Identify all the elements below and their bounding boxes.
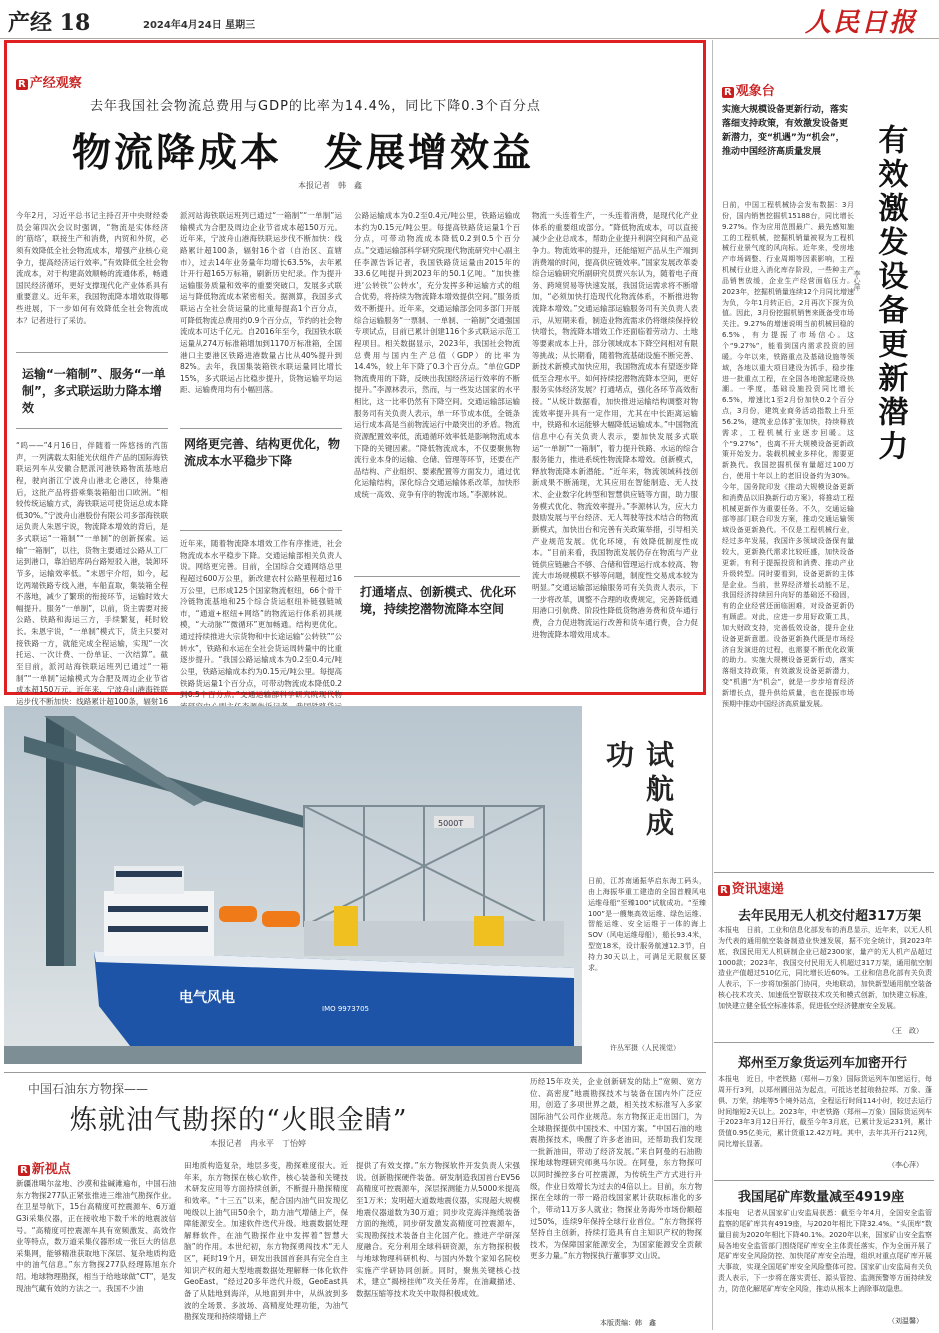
kicker-badge-icon: R	[724, 87, 732, 98]
oil-byline: 本报记者 冉永平 丁怡婷	[210, 1139, 306, 1148]
section1-heading: 运输“一箱制”、服务“一单制”，多式联运助力降本增效	[22, 367, 166, 415]
feature-lead-paragraph: 今年2月，习近平总书记主持召开中央财经委员会第四次会议时强调，“物流是实体经济的‘筋络’，联接生产和消费，内贸和外贸，必须有效降低全社会物流成本，增强产业核心竞争力，提高经济运行效率。”有效降低全社会物流成本，对于构建高效顺畅的流通体系，畅通国民经济循环，更好支撑现代化产业体系具有重要意义。近年来，我国物流降本增效取得哪些进展，下一步如何有效降低全社会物流成本？记者进行了采访。	[16, 211, 168, 325]
commentary-kicker	[722, 80, 775, 99]
commentary-body: 日前，中国工程机械协会发布数据：3月份，国内销售挖掘机15188台，同比增长9.27%。作为应用范围最广、最先感知施工的工程机械，挖掘机销量被视为工程机械行业景气度的风向标。近年来，受房地产市场调整、行业周期等因素影响，工程机械行业进入消化库存阶段，一些种主产品销售放缓，企业生产经营面临压力。2023年，挖掘机销量连续12个月同比增速为负，今年1月转正后，2月再次下探为负值。因此，3月份挖掘机销售来既备受市场关注。9.27%的增速说明当前机械回稳的6.5%，有力提振了市场信心。这个“9.27%”，能看到国内需求投资的回暖。今年以来，铁路重点及基础设施等领域，各地以重大项目建设为抓手，稳步推进一批重点工程，在全国各地掀起建设热潮。一季度，基础设施投资同比增长6.5%，增速比1至2月份加快0.2个百分点，3月份，建筑业商务活动指数上升至56.2%，建筑业总体扩张加快，持续释放需求，工程机械行业逐步回暖。这个“9.27%”，也离不开大规模设备更新政策开始发力。装载机械业多样化，需要更新换代。我国挖掘机保有量超过100万台，使用十年以上的老旧设备约为30%。今年，国务院印发《推动大规模设备更新和消费品以旧换新行动方案》，将推动工程机械更新作为重要任务。不久，交通运输部等部门联合印发方案，推动交通运输领域设备更新换代。不仅是工程机械行业，经过多年发展，我国许多领域设备保有量较大，更新换代需求比较旺盛，加快设备更新，有利于提振投资和消费、推动产业升级转型。同时要看到，设备更新的主体是企业。当前，世界经济增长动能不足，我国经济持续回升向好的基础还不稳固，有的企业经营还面临困难，对设备更新仍有顾虑。对此，应进一步用好政策工具，加大财政支持，完善低效设备，提升企业设备更新意愿。设备更新换代既是市场经济自发演进的过程，也需要不断优化政策的助力。实施大规模设备更新行动，落实落细支持政策，有效激发设备更新潜力，变“机遇”为“机会”，就是一步步培育经济新增长点，提升供给质量，也在提振市场预期中推动中国经济高质量发展。	[722, 201, 854, 708]
oil-body-col1: 新疆准噶尔盆地、沙漠和盐碱滩遍布，中国石油东方物探277队正紧张推进三维油气勘探作业。在卫星导航下，15台高精度可控震源车、6万道G3i采集仪器，正在接收地下数千米的地震波信号。“高精度可控震源车具有宽频激发、高效作业等特点，数万道采集仪器形成一张巨大的信息采集网，能够精准获取地下深层、复杂地质构造中的油气信息。”东方物探277队经理陈旭东介绍。地球物理勘探，相当于给地球做“CT”，是发现油气藏有效的方法之一。我国不少油	[16, 1179, 176, 1293]
news-item-title: 我国尾矿库数量减至4919座	[738, 1190, 905, 1205]
oil-body-col4: 历经15年攻关，企业创新研发的陆上“宽频、宽方位、高密度”地震勘探技术与装备在国内外广泛应用，创造了多项世界之最，相关技术标准写入多家国际油气公司作业规范。东方物探正走出国门，为全球勘探提供中国技术、中国方案。“中国石油的地震勘探技术，唤醒了许多老油田，还帮助我们发现一批新油田，带动了经济发展。”来自阿曼的石油勘探地球物理研究师奥马尔说。在阿曼，东方物探可以同时操控多台可控震源，为传统生产方式进行升级，作业日效增长为过去的4倍以上。目前，东方物探在全球的一带一路沿线国家累计获取标准化的多个，带动11万多人就业；物探业务海外市场份额超过50%，连续9年保持全球行业首位。“东方物探将坚持自主创新，持续打造具有自主知识产权的物探技术，为保障国家能源安全，为国家能源安全贡献更多力量。”东方物探执行董事罗文山说。	[530, 1077, 702, 1261]
kicker-label: 新视点	[31, 1162, 71, 1177]
news-item-title: 郑州至万象货运列车加密开行	[738, 1056, 908, 1071]
crane-label: 5000T	[438, 819, 464, 828]
oil-body-col3: 提供了有效支撑。”东方物探软件开发负责人宋强说。创新勘探硬件装备。研发制造我国首台EV56高精度可控震源车，深层探测能力从5000米提高至1万米；发明超大道数地震仪器，实现超大规模地震仪器道数为30万道；同步攻克海洋拖缆装备方面的拖缆，同步研发激发高精度可控震源车，实现勘探技术装备自主化国产化。推进产学研深度融合。充分利用全球科研资源，东方物探积极与地球物理科研机构、与国内外数个家知名院校实施产学研协同创新。同时，聚焦关键核心技术，建立“揭榜挂帅”攻关任务库，在油藏描述、数据压缩等技术攻关中取得积极成效。	[356, 1161, 520, 1298]
feature-byline: 本报记者 韩 鑫	[298, 181, 362, 190]
news-item-author: （王 政）	[888, 1027, 923, 1035]
section1-body: “呜——”4月16日，伴随着一阵悠扬的汽笛声，一列满载太阳能光伏组件产品的国际海铁联运列车从安徽合肥派河港铁路物流基地启程，驶向浙江宁波舟山港北仑港区，待集港后，这批产品将搭乘集装箱船出口欧洲。“相较传统运输方式，海铁联运可使货运总成本降低30%。”宁波舟山港股份有限公司多部海铁联运负责人朱恩宇说，物流降本增效的背后，是多式联运“一箱制”“一单制”的创新探索。运输“一箱制”，以往，货物主要通过公路从工厂运到港口，靠泊铝库码台路短驳入港，装卸环节多，运输效率低。“未恩宇介绍，如今，起讫两端铁路专线入港，车船直取，集装箱全程不落地，减少了繁琐的衔接环节，运输时效大幅提升。服务“一单制”，以前，货主需要对接公路、铁路和海运三方，手续繁复，耗时较长。朱恩宇说，“一单制”模式下，货主只要对接铁路一方，就能完成全程运输，实现“一次托运、一次计费、一份单证、一次结算”。截至目前，派河站海铁联运班列已通过“一箱制”“一单制”运输模式为合肥及周边企业节省成本超150万元。近年来，宁波舟山港海铁联运步伐不断加快：线路累计超100条，辐射16	[16, 441, 168, 706]
oil-series-label: 中国石油东方物探——	[28, 1082, 149, 1096]
section3-heading: 打通堵点、创新模式、优化环境，持续挖潜物流降本空间	[360, 585, 517, 616]
section-divider	[4, 1072, 706, 1073]
photo-vertical-title: 试航成功	[602, 740, 675, 842]
photo-credit: 许丛军摄（人民视觉）	[610, 1044, 680, 1052]
commentary-deck: 实施大规模设备更新行动，落实落细支持政策，有效激发设备更新潜力，变“机遇”为“机会”，推动中国经济高质量发展	[722, 105, 849, 157]
kicker-badge-icon: R	[720, 885, 728, 896]
news-item-author: （刘温馨）	[888, 1317, 923, 1325]
kicker-label: 产经观察	[29, 76, 82, 91]
commentary-vertical-headline: 有效激发设备更新潜力	[872, 124, 908, 464]
news-item-author: （李心萍）	[888, 1161, 923, 1169]
hull-ship-name: 电气风电	[179, 990, 235, 1006]
section-divider	[714, 872, 934, 873]
section-divider	[714, 1042, 934, 1043]
newspaper-logo: 人民日报	[804, 8, 917, 38]
section-divider	[180, 530, 342, 531]
section2-body-continued: 公路运输成本为0.2至0.4元/吨公里，铁路运输成本约为0.15元/吨公里。每提高铁路货运量1个百分点，可带动物流成本降低0.2到0.5个百分点。”交通运输部科学研究院现代物流研究中心副主任李源告诉记者，我国铁路货运量由2015年的33.6亿吨提升到2023年的50.1亿吨。“加快推进‘公转铁’‘公转水’，充分发挥多种运输方式的组合优势，将持续为物流降本增效提供空间。”服务质效不断提升。近年来，交通运输部会同多部门开展综合运输服务“一票制、一单制、一箱制”交通强国专项试点，目前已累计创建116个多式联运示范工程项目。相关数据显示，2023年，我国社会物流总费用与国内生产总值（GDP）的比率为14.4%，较上年下降了0.3个百分点。“单位GDP物流费用的下降，反映出我国经济运行效率的不断提升。”李源林表示，然而，与一些发达国家的水平相比，这一比率仍然有下降空间。交通运输部运输服务司有关负责人表示，单一环节成本低，全链条运行成本高是当前物流运行中最突出的矛盾。物流资源配置效率低，流通循环效率低是影响物流成本下降的关键因素。“降低物流成本，不仅要聚焦物流行业本身的运输、仓储、管理等环节，还要在产品结构、产业组织、要素配置等方面发力，通过优化运输结构，深化综合交通运输体系改革，加快形成统一高效、竞争有序的物流市场。”李源林说。	[354, 211, 520, 499]
feature-headline: 物流降成本 发展增效益	[72, 130, 535, 176]
section-page-label: 产经 18	[8, 10, 91, 36]
photo-caption: 日前，江苏南通振华启东海工码头，由上海振华重工建造的全国首艘风电运维母船“至臻100”试航成功。“至臻100”是一艘集高效运维、绿色运维、智能运维、安全运维于一体的海上SOV（风电运维母船），船长93.4米，型宽18米，设计服务航速12.3节，自持力30天以上，可满足无限航区要求。	[588, 877, 706, 972]
ship-illustration	[4, 706, 582, 1064]
kicker-badge-icon: R	[20, 1165, 28, 1176]
news-item-body: 本报电 近日，中老铁路（郑州—万象）国际货运列车加密运行，每周开行3列，以郑州圃田站为起点，可抵达老挝琅勃拉邦、万象、蓬俱、万荣，纳堆等5个境外站点，全程运行时间114小时，较过去运行时间缩短2天以上。2023年，中老铁路（郑州—万象）国际货运列车于2023年3月12日开行，截至今年3月底，已累计发运231列，累计货值0.95亿美元，累计货重12.42万吨。其中，去年共开行212列，同比增长显著。	[718, 1075, 932, 1149]
news-item-body: 本报电 记者从国家矿山安监局获悉：截至今年4月，全国安全监管监察的尾矿库共有4919座，与2020年相比下降32.4%。“头顶库”数量目前为2020年相比下降40.1%。2020年以来，国家矿山安全监察局各地安全监管部门围绕尾矿库安全主体责任落实，作为全面开展了尾矿库安全风险防控、加快尾矿库安全治理，组织对重点尾矿库开展大事故，实现全国尾矿库安全风险整体可控。国家矿山安监局有关负责人表示，下一步将在落实责任、源头管控、监测预警等方面持续发力，防范化解尾矿库安全风险，推动从根本上消除事故隐患。	[718, 1209, 932, 1293]
kicker-label: 观象台	[735, 84, 775, 99]
news-item-title: 去年民用无人机交付超317万架	[738, 909, 922, 924]
section-divider	[180, 428, 342, 429]
hull-imo-number: IMO 9973705	[322, 1005, 370, 1013]
kicker-label: 资讯速递	[731, 882, 784, 897]
ship-photo	[4, 706, 582, 1064]
section-divider	[16, 428, 168, 429]
feature-kicker	[16, 72, 82, 91]
page-masthead	[0, 0, 939, 39]
issue-date: 2024年4月24日 星期三	[143, 20, 256, 31]
oil-headline: 炼就油气勘探的“火眼金睛”	[70, 1105, 408, 1136]
section-divider	[354, 576, 520, 577]
section3-body: 物流一头连着生产，一头连着消费，是现代化产业体系的重要组成部分。“降低物流成本，可以直接减少企业总成本，帮助企业提升利润空间和产品竞争力。物流效率的提升，还能缩短产品从生产端到消费端的时间，提高供应链效率。”国家发展改革委综合运输研究所副研究员贾兴东认为，随着电子商务、跨境贸易等快速发展，我国货运需求将不断增加，“必须加快打造现代化物流体系，不断推进物流降本增效。”交通运输部运输服务司有关负责人表示，从短期来看，制造业物流需求仍将继续保持较快增长，物流降本增效工作还面临着劳动力、土地等要素成本上升，部分领域成本下降空间相对有限等挑战；从长期看，随着物流基础设施不断完善、新技术新模式加快应用，我国物流成本有望逐步降低至合理水平。如何持续挖潜物流降本空间，更好服务实体经济发展？打通堵点，强化各环节高效衔接。“从统计数据看，加快推进运输结构调整对物流效率提升具有一定作用，尤其在中长距离运输中，铁路和水运能够大幅降低运输成本。”中国物流信息中心有关负责人表示，要加快发展多式联运“一单制”“一箱制”，着力提升铁路、水运的综合服务能力，推进系统性物流降本增效。创新模式，释放物流降本新潜能。“近年来，物流领域科技创新成果不断涌现，尤其应用在智能制造、无人技术、企业数字化转型和智慧供应链等方面，助力服务模式优化、物流效率提升。”李源林认为，应大力鼓励发展与平台经济、无人驾驶等技术结合的物流新模式，加快出台和完善有关政策举措，引导相关产业规范发展。优化环境，有效降低制度性成本。“目前来看，我国物流发展仍存在物流与产业链供应链融合不够、合储和管理运行成本较高、物流大市场规模联不够等问题，制度性交易成本较为明显。”交通运输部运输服务司有关负责人表示，下一步将改革，调整不合理的收费规定，完善降低通用港口引航费、阶段性降低货物港务费和货车通行费，合力促进物流运行改善和货车通行费，合力促进物流降本增效用成本。	[532, 211, 698, 639]
commentary-author: 李心萍	[853, 270, 861, 291]
section-divider	[16, 352, 168, 353]
section-divider	[714, 1180, 934, 1181]
news-kicker	[718, 878, 784, 897]
news-item-body: 本报电 日前，工业和信息化部发布的消息显示，近年来，以无人机为代表的通用航空装备制造业快速发展，据不完全统计，到2023年底，我国民用无人机研制企业已超2300家，量产的无人机产品超过1000款；2023年，我国交付民用无人机超过317万架，通用航空制造业产值超过510亿元，同比增长近60%。工业和信息化部有关负责人表示，下一步将加强部门协同，央地联动，加快新型通用航空装备核心技术攻关、加速低空智联技术攻关和模式创新，加快建立标准，加快建立健全低空标准体系，促进低空经济健康安全发展。	[718, 926, 932, 1010]
section1-body-continued: 派河站海铁联运班列已通过“一箱制”“一单制”运输模式为合肥及周边企业节省成本超150万元。近年来，宁波舟山港海铁联运步伐不断加快：线路累计超100条，辐射16个省（自治区、直辖市），过去14年业务量年均增长63.5%，去年累计开行超165万标箱，刷新历史纪录。作为提升运输服务质量和效率的重要突破口，发展多式联运与降低物流成本紧密相关。据测算，我国多式联运占全社会货运量的比重每提高1个百分点，可降低物流总费用约0.9个百分点，节约的社会物流成本可达千亿元。自2016年至今，我国铁水联运量从274万标准箱增加到1170万标准箱，全国港口主要港区铁路进港数量占比从40%提升到82%。去年，我国集装箱铁水联运量同比增长15%，多式联运占比稳步提升，货物运输平均运距、运输费用均有小幅回落。	[180, 211, 342, 395]
oil-kicker	[18, 1158, 71, 1177]
column-separator	[712, 40, 713, 1330]
section2-body: 近年来，随着物流降本增效工作有序推进，社会物流成本水平稳步下降。交通运输部相关负责人说。网络更完善。目前，全国综合交通网络总里程超过600万公里，新改建农村公路里程超过16万公里，已形成125个国家物流枢纽，66个骨干冷链物流基地和25个综合货运枢纽补链强链城市，“通道+枢纽+网络”的物流运行体系初具规模，“大动脉”“微循环”更加畅通。结构更优化。通过持续推进大宗货物和中长途运输“公转铁”“公转水”，铁路和水运在全社会货运周转量中的比重逐步提升。“我国公路运输成本为0.2至0.4元/吨公里，铁路运输成本约为0.15元/吨公里。每提高铁路货运量1个百分点，可带动物流成本降低0.2到0.5个百分点。”交通运输部科学研究院现代物	[180, 539, 342, 700]
oil-body-col2: 田地质构造复杂，地层多变，勘探难度很大。近年来，东方物探在核心软件，核心装备和关键技术研发应用等方面持续创新，不断提升勘探精度和效率。“十三五”以来，配合国内油气田发现亿吨级以上油气田50余个，助力油气增储上产，保障能源安全。加速软件迭代升级。地震数据处理解释软件，在油气勘探作业中发挥着“智慧大脑”的作用。本世纪初，东方物探勇闯技术“无人区”，耗时19个月，研发出我国首套具有完全自主知识产权的超大型地震数据处理解释一体化软件GeoEast。“经过20多年迭代升级，GeoEast具备了从陆地到海洋，从地面到井中，从纵波到多波的全场景、多波场、高精度处理功能，为油气勘探发现和持续增储上产	[184, 1161, 348, 1322]
feature-subheadline: 去年我国社会物流总费用与GDP的比率为14.4%，同比下降0.3个百分点	[90, 99, 541, 114]
kicker-badge-icon: R	[18, 79, 26, 90]
page-editor: 本版责编：韩 鑫	[600, 1319, 656, 1327]
section2-heading: 网络更完善、结构更优化，物流成本水平稳步下降	[184, 437, 341, 468]
